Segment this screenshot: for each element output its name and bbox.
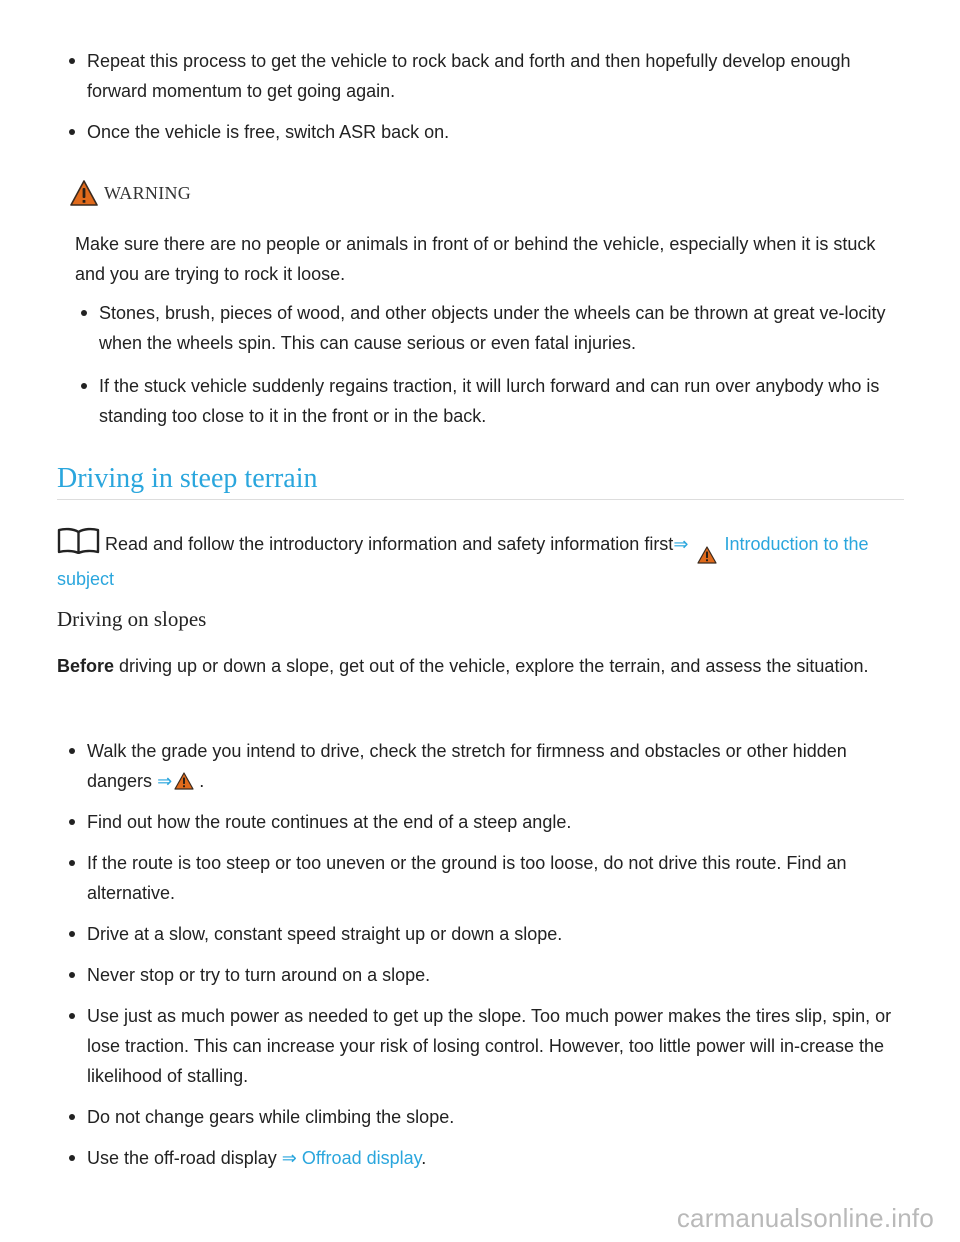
list-item: Find out how the route continues at the end of a steep angle.: [58, 807, 908, 837]
read-first-notice: [57, 527, 907, 594]
walk-grade-text: Walk the grade you intend to drive, check the stretch for firmness and obstacles or other hidden dangers: [87, 741, 847, 791]
list-item: Do not change gears while climbing the slope.: [58, 1102, 908, 1132]
watermark: carmanualsonline.info: [676, 1203, 934, 1233]
subsection-title: Driving on slopes: [57, 607, 207, 631]
warning-header: [70, 178, 191, 208]
section-title: Driving in steep terrain: [57, 463, 318, 494]
list-item: Once the vehicle is free, switch ASR back on.: [58, 117, 908, 147]
lead-bold: Before: [57, 656, 115, 676]
list-item: Use just as much power as needed to get up the slope. Too much power makes the tires slip, spin, or lose traction. This can increase your risk of losing control. However, too little power will in-crease the likelihood of stalling.: [58, 1001, 908, 1091]
intro-bullet-list: [58, 46, 908, 147]
lead-paragraph: [57, 651, 877, 681]
list-item: [58, 736, 908, 796]
warning-triangle-icon[interactable]: [697, 546, 717, 564]
warning-triangle-icon[interactable]: [174, 772, 194, 790]
list-item: If the stuck vehicle suddenly regains traction, it will lurch forward and can run over anybody who is standing too close to it in the front or in the back.: [70, 371, 900, 431]
dangers-arrow[interactable]: ⇒: [157, 771, 173, 791]
warning-paragraph: Make sure there are no people or animals in front of or behind the vehicle, especially when it is stuck and you are trying to rock it loose.: [75, 234, 876, 284]
lead-text: driving up or down a slope, get out of the vehicle, explore the terrain, and assess the situation.: [114, 656, 869, 676]
read-first-text: Read and follow the introductory information and safety information first: [105, 534, 674, 554]
warning-bullet-list: [70, 298, 900, 431]
offroad-text: Use the off-road display: [87, 1148, 277, 1168]
warning-triangle-icon: [70, 180, 98, 206]
book-icon: [57, 527, 100, 554]
warning-heading: WARNING: [104, 182, 192, 203]
list-item: Drive at a slow, constant speed straight up or down a slope.: [58, 919, 908, 949]
list-item: [58, 1143, 908, 1173]
list-item: Stones, brush, pieces of wood, and other objects under the wheels can be thrown at great ve-locity when the wheels spin. This can cause serious or even fatal injuries.: [70, 298, 900, 358]
section-divider: [57, 499, 904, 500]
list-item: If the route is too steep or too uneven or the ground is too loose, do not drive this route. Find an alternative.: [58, 848, 908, 908]
list-item: Never stop or try to turn around on a slope.: [58, 960, 908, 990]
read-first-arrow[interactable]: ⇒: [673, 534, 689, 554]
introduction-link[interactable]: Introduction to the subject: [57, 534, 869, 589]
walk-grade-end: .: [199, 771, 205, 791]
list-item: Repeat this process to get the vehicle to rock back and forth and then hopefully develop enough forward momentum to get going again.: [58, 46, 908, 106]
offroad-display-link[interactable]: ⇒ Offroad display: [281, 1148, 422, 1168]
slope-bullet-list: [58, 736, 908, 1173]
offroad-end: .: [421, 1148, 427, 1168]
